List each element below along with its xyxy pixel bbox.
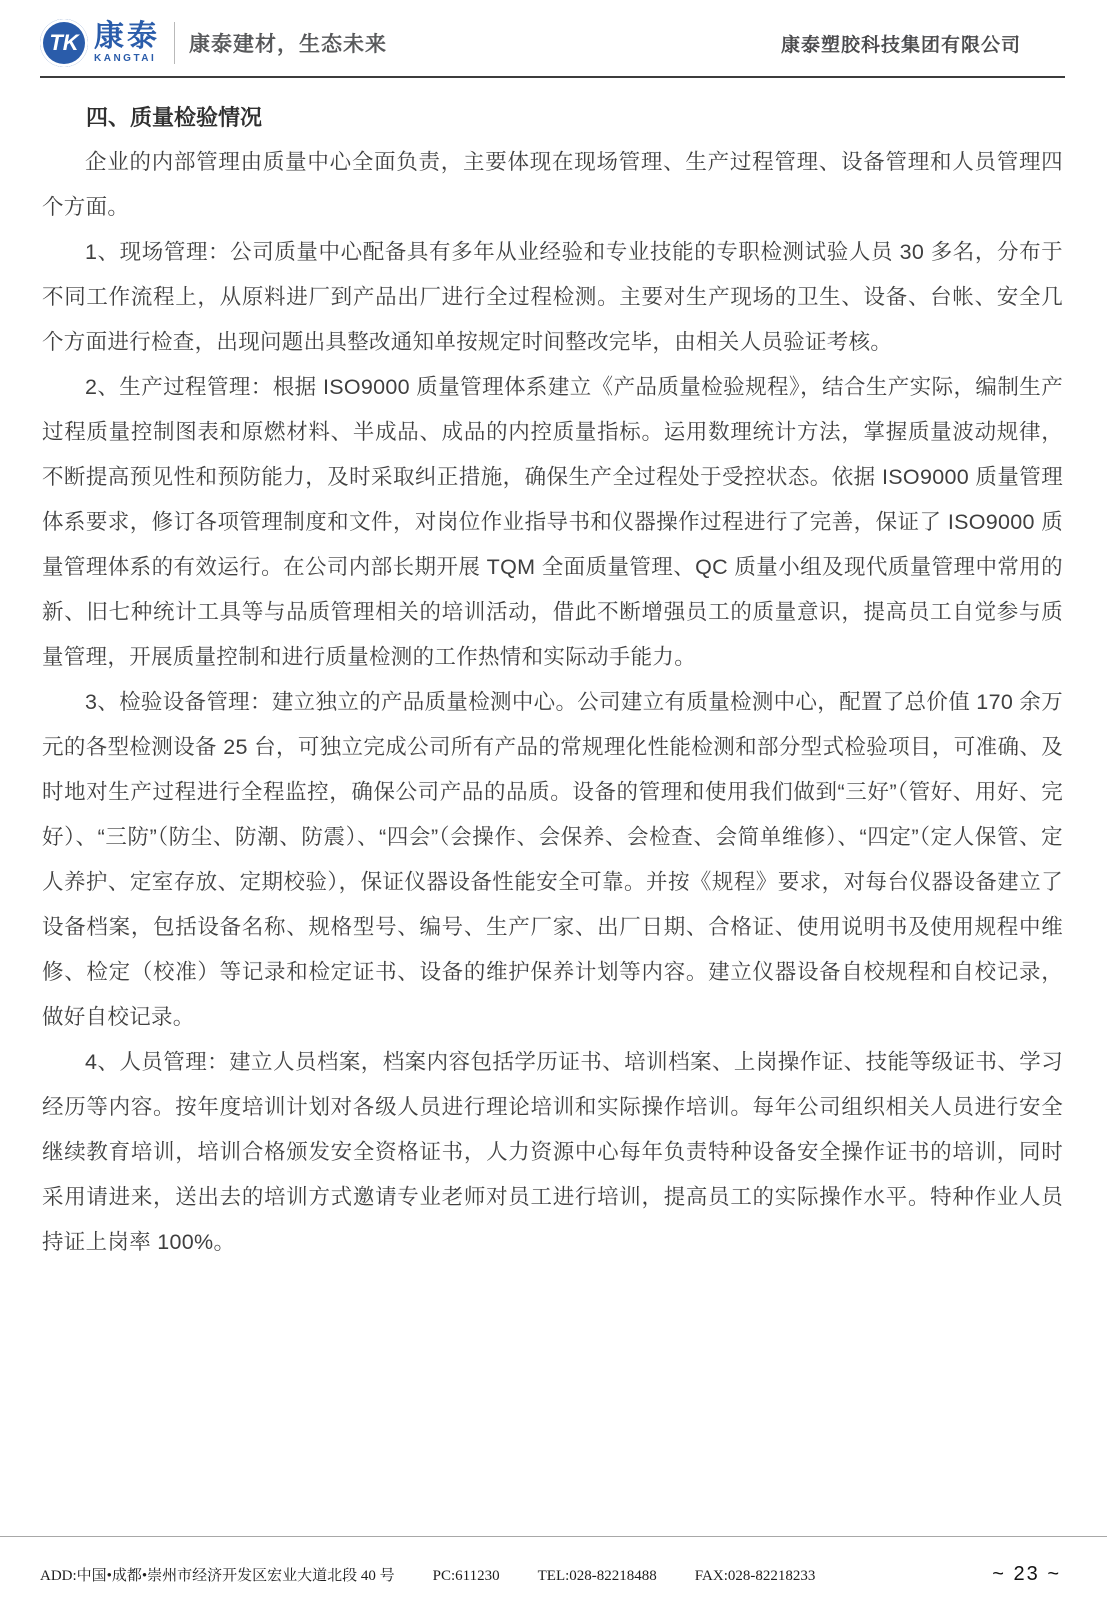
logo-tk-icon	[40, 19, 88, 67]
company-tagline: 康泰建材，生态未来	[189, 33, 387, 56]
paragraph-intro: 企业的内部管理由质量中心全面负责，主要体现在现场管理、生产过程管理、设备管理和人员管理四个方面。	[42, 150, 1063, 219]
header-vertical-divider	[174, 22, 175, 64]
logo-wordmark	[94, 22, 160, 64]
logo-brand-latin: KANGTAI	[94, 53, 157, 64]
footer-fax: FAX:028-82218233	[694, 1568, 816, 1584]
paragraph-site-management: 1、现场管理：公司质量中心配备具有多年从业经验和专业技能的专职检测试验人员 30 多名，分布于不同工作流程上，从原料进厂到产品出厂进行全过程检测。主要对生产现场的卫生、设备、台帐、安全几个方面进行检查，出现问题出具整改通知单按规定时间整改完毕，由相关人员验证考核。	[42, 240, 1063, 354]
logo-circle-text: TK	[49, 30, 79, 55]
logo-brand-name: 康泰	[94, 20, 160, 53]
company-name: 康泰塑胶科技集团有限公司	[780, 34, 1021, 56]
paragraph-equipment-management: 3、检验设备管理：建立独立的产品质量检测中心。公司建立有质量检测中心，配置了总价值 170 余万元的各型检测设备 25 台，可独立完成公司所有产品的常规理化性能检测和部分型式检验项目，可准确、及时地对生产过程进行全程监控，确保公司产品的品质。设备的管理和使用我们做到“三好”（管好、用好、完好）、“三防”（防尘、防潮、防震）、“四会”（会操作、会保养、会检查、会简单维修）、“四定”（定人保管、定人养护、定室存放、定期校验），保证仪器设备性能安全可靠。并按《规程》要求，对每台仪器设备建立了设备档案，包括设备名称、规格型号、编号、生产厂家、出厂日期、合格证、使用说明书及使用规程中维修、检定（校准）等记录和检定证书、设备的维护保养计划等内容。建立仪器设备自校规程和自校记录，做好自校记录。	[42, 690, 1063, 1029]
page-number: ~ 23 ~	[992, 1563, 1061, 1585]
paragraph-process-management: 2、生产过程管理：根据 ISO9000 质量管理体系建立《产品质量检验规程》，结合生产实际，编制生产过程质量控制图表和原燃材料、半成品、成品的内控质量指标。运用数理统计方法，掌握质量波动规律，不断提高预见性和预防能力，及时采取纠正措施，确保生产全过程处于受控状态。依据 ISO9000 质量管理体系要求，修订各项管理制度和文件，对岗位作业指导书和仪器操作过程进行了完善，保证了 ISO9000 质量管理体系的有效运行。在公司内部长期开展 TQM 全面质量管理、QC 质量小组及现代质量管理中常用的新、旧七种统计工具等与品质管理相关的培训活动，借此不断增强员工的质量意识，提高员工自觉参与质量管理，开展质量控制和进行质量检测的工作热情和实际动手能力。	[42, 375, 1063, 669]
footer-telephone: TEL:028-82218488	[537, 1568, 657, 1584]
footer-address: ADD:中国•成都•崇州市经济开发区宏业大道北段 40 号	[40, 1568, 395, 1584]
page-header	[0, 0, 1107, 70]
footer-contact-row	[0, 1537, 1107, 1586]
page-footer	[0, 1536, 1107, 1600]
paragraph-personnel-management: 4、人员管理：建立人员档案，档案内容包括学历证书、培训档案、上岗操作证、技能等级证书、学习经历等内容。按年度培训计划对各级人员进行理论培训和实际操作培训。每年公司组织相关人员进行安全继续教育培训，培训合格颁发安全资格证书，人力资源中心每年负责特种设备安全操作证书的培训，同时采用请进来，送出去的培训方式邀请专业老师对员工进行培训，提高员工的实际操作水平。特种作业人员持证上岗率 100%。	[42, 1050, 1063, 1254]
section-heading: 四、质量检验情况	[86, 105, 263, 130]
footer-postcode: PC:611230	[432, 1568, 500, 1584]
document-body	[0, 78, 1107, 1265]
company-logo	[40, 19, 160, 67]
